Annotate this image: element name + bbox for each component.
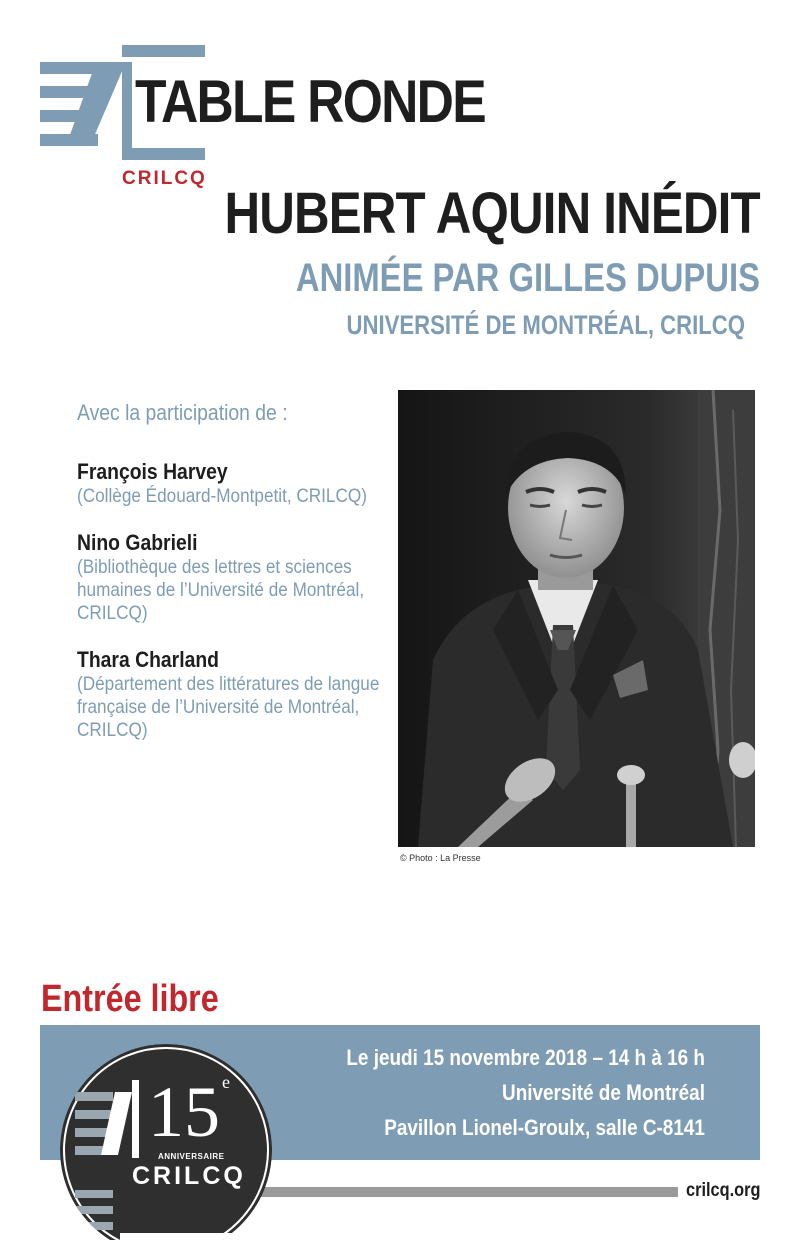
logo-slash-icon — [66, 62, 126, 146]
participant-name: François Harvey — [77, 459, 228, 484]
badge-org: CRILCQ — [132, 1162, 246, 1190]
participant-affiliation: (Collège Édouard-Montpetit, CRILCQ) — [77, 485, 367, 507]
participant — [77, 530, 392, 625]
event-title: HUBERT AQUIN INÉDIT — [224, 181, 760, 246]
admission-label: Entrée libre — [41, 978, 219, 1020]
portrait-photo — [398, 390, 755, 847]
participants-intro: Avec la participation de : — [77, 400, 288, 425]
event-room: Pavillon Lionel-Groulx, salle C-8141 — [384, 1115, 705, 1140]
event-date-time: Le jeudi 15 novembre 2018 – 14 h à 16 h — [346, 1045, 705, 1070]
website-link[interactable]: crilcq.org — [686, 1180, 761, 1201]
participant-name: Nino Gabrieli — [77, 530, 198, 555]
participant-name: Thara Charland — [77, 647, 220, 672]
photo-caption: © Photo : La Presse — [400, 853, 481, 863]
series-label: TABLE RONDE — [135, 68, 485, 135]
badge-superscript: e — [222, 1072, 230, 1092]
moderator-line: ANIMÉE PAR GILLES DUPUIS — [295, 256, 760, 300]
participants-section — [77, 400, 392, 762]
anniversary-badge — [60, 1040, 272, 1240]
participant-affiliation: (Bibliothèque des lettres et sciences humaines de l’Université de Montréal, CRILCQ) — [77, 556, 365, 624]
participant-affiliation: (Département des littératures de langue française de l’Université de Montréal, CRILCQ) — [77, 673, 380, 741]
logo-bar-bottom — [122, 148, 205, 160]
logo-bar-top — [122, 45, 205, 57]
portrait-illustration — [398, 390, 755, 847]
badge-label: ANNIVERSAIRE — [158, 1152, 225, 1161]
participant — [77, 459, 392, 508]
moderator-affiliation: UNIVERSITÉ DE MONTRÉAL, CRILCQ — [346, 310, 745, 340]
logo-bar-right — [122, 62, 132, 160]
org-small-label: CRILCQ — [122, 168, 207, 189]
badge-number: 15 — [148, 1072, 220, 1152]
event-venue: Université de Montréal — [502, 1080, 705, 1105]
participant — [77, 647, 392, 742]
